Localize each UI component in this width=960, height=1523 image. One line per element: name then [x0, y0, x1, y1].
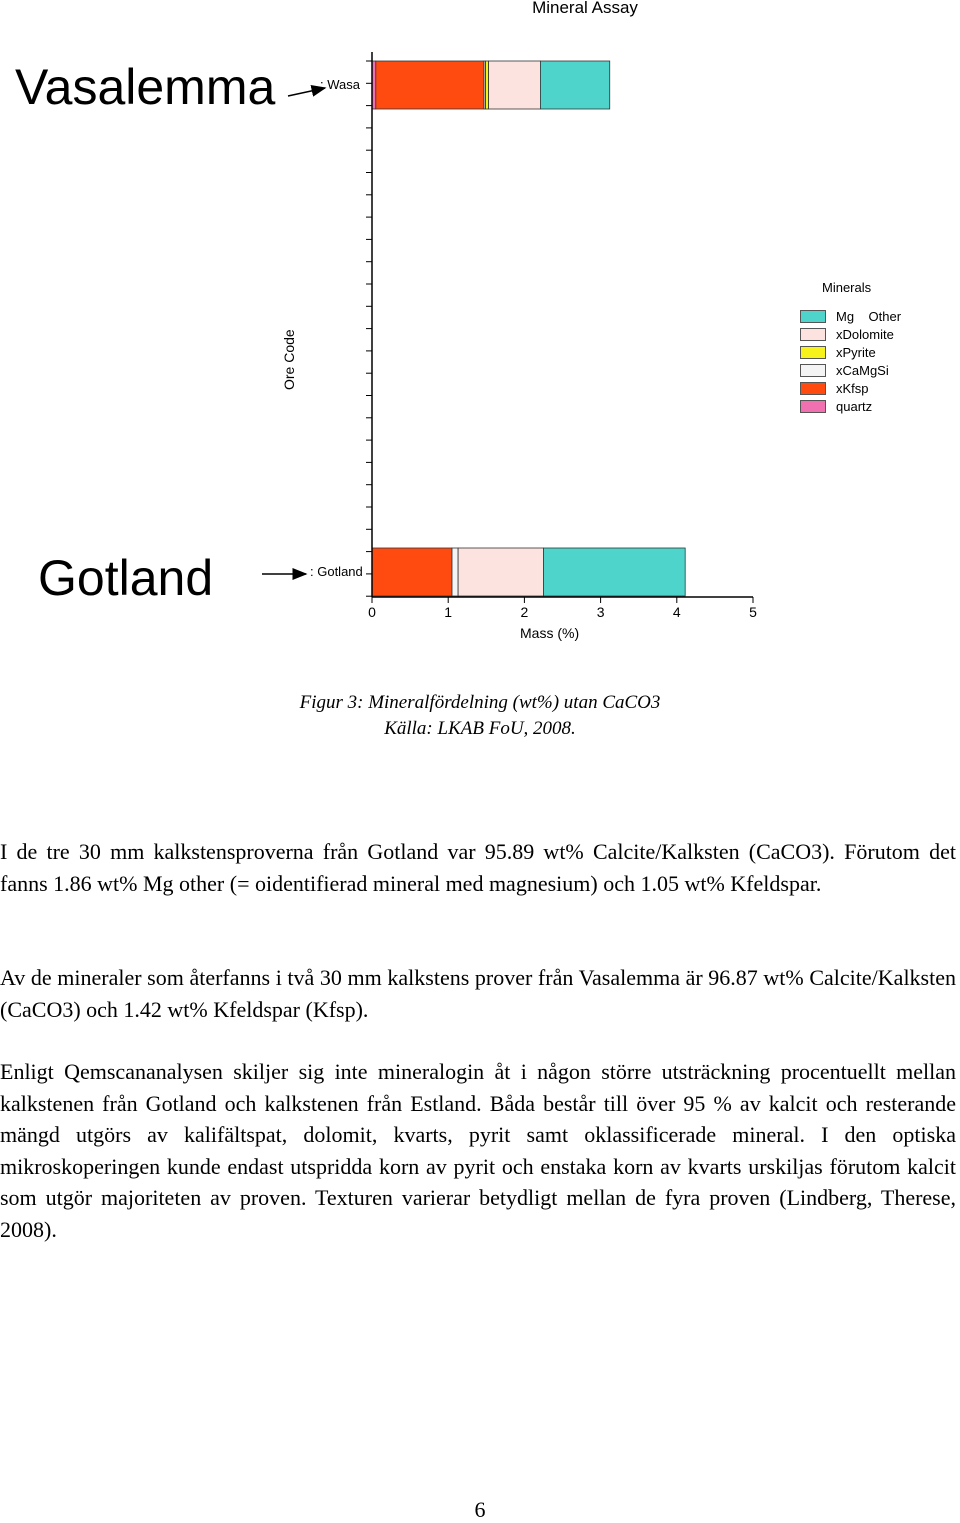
bar-xkfsp-gotland: [372, 548, 452, 596]
bar-xdolomite-wasa: [489, 61, 541, 109]
bar-xcamgsi-gotland: [452, 548, 458, 596]
legend-swatch: [800, 310, 826, 323]
legend-label: xKfsp: [836, 380, 869, 396]
x-tick-label: 2: [520, 604, 529, 620]
legend-label: xPyrite: [836, 344, 876, 360]
legend: [800, 280, 901, 415]
paragraph-vasalemma: Av de mineraler som återfanns i två 30 mm kalkstens prover från Vasalemma är 96.87 wt% Calcite/Kalksten (CaCO3) och 1.42 wt% Kfeldspar (Kfsp).: [0, 965, 956, 1022]
legend-swatch: [800, 400, 826, 413]
legend-label: xCaMgSi: [836, 362, 889, 378]
bar-xpyrite-wasa: [486, 61, 489, 109]
x-tick-label: 5: [749, 604, 757, 620]
legend-item: [800, 307, 901, 325]
bar-mg-other-gotland: [543, 548, 685, 596]
page-number: 6: [474, 1497, 486, 1522]
legend-swatch: [800, 328, 826, 341]
x-tick-label: 4: [672, 604, 681, 620]
legend-label: Mg Other: [836, 308, 902, 324]
legend-swatch: [800, 382, 826, 395]
x-axis-label: Mass (%): [520, 625, 580, 641]
legend-item: [800, 379, 901, 397]
x-tick-label: 0: [368, 604, 376, 620]
label-vasalemma: Vasalemma: [15, 59, 276, 115]
legend-item: [800, 343, 901, 361]
category-label-wasa: : Wasa: [320, 77, 360, 92]
bar-mg-other-wasa: [540, 61, 609, 109]
legend-label: quartz: [836, 398, 873, 414]
figure-caption: [0, 690, 960, 742]
bar-xkfsp-wasa: [376, 61, 484, 109]
caption-line-1: Figur 3: Mineralfördelning (wt%) utan CaCO3: [299, 692, 661, 713]
legend-title: Minerals: [822, 280, 872, 295]
legend-item: [800, 397, 901, 415]
paragraph-qemscan: Enligt Qemscananalysen skiljer sig inte mineralogin åt i någon större utsträckning procentuellt mellan kalkstenen från Gotland och kalkstenen från Estland. Båda består till över 95 % av kalcit och resterande mängd utgörs av kalifältspat, dolomit, kvarts, pyrit samt oklassificerade mineral. I den optiska mikroskoperingen kunde endast utspridda korn av pyrit och enstaka korn av kvarts urskiljas förutom kalcit som utgör majoriteten av proven. Texturen varierar betydligt mellan de fyra proven (Lindberg, Therese, 2008).: [0, 1059, 956, 1242]
legend-item: [800, 361, 901, 379]
chart-title: Mineral Assay: [532, 0, 638, 17]
caption-line-2: Källa: LKAB FoU, 2008.: [384, 718, 576, 739]
x-tick-label: 3: [596, 604, 605, 620]
label-gotland: Gotland: [38, 550, 214, 606]
x-tick-label: 1: [444, 604, 453, 620]
bar-xdolomite-gotland: [458, 548, 543, 596]
category-label-gotland: : Gotland: [310, 564, 363, 579]
paragraph-gotland: I de tre 30 mm kalkstensproverna från Gotland var 95.89 wt% Calcite/Kalksten (CaCO3). Förutom det fanns 1.86 wt% Mg other (= oidentifierad mineral med magnesium) och 1.05 wt% Kfeldspar.: [0, 839, 956, 896]
y-axis-label: Ore Code: [281, 329, 297, 390]
legend-swatch: [800, 364, 826, 377]
legend-label: xDolomite: [836, 326, 894, 342]
legend-swatch: [800, 346, 826, 359]
legend-item: [800, 325, 901, 343]
